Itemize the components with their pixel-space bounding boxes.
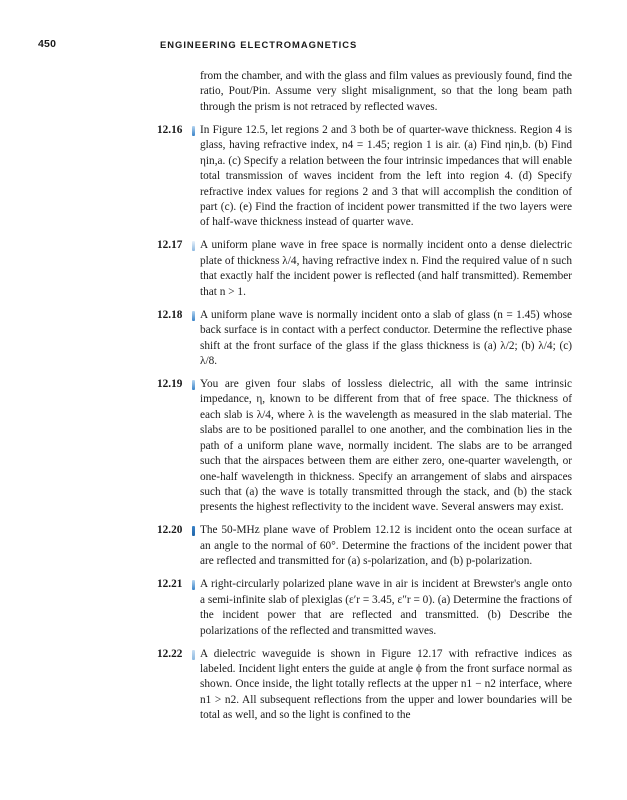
problem-text: You are given four slabs of lossless dielectric, all with the same intrinsic impedance, η, known to be different from that of free space. The thickness of each slab is λ/4, where λ is the wavelength as measured in the slab material. The slabs are to be positioned parallel to one another, and the combination lies in the path of a uniform plane wave, normally incident. The slabs are to be arranged such that the airspaces between them are either zero, one-quarter wavelength, or one-half wavelength in thickness. Specify an arrangement of slabs and airspaces such that (a) the wave is totally transmitted through the stack, and (b) the stack presents the highest reflectivity to the incident wave. Several answers may exist. [200, 378, 572, 514]
problem-number: 12.17 [157, 239, 183, 252]
problem-12-21 [157, 577, 572, 639]
problem-text: A right-circularly polarized plane wave in air is incident at Brewster's angle onto a semi-infinite slab of plexiglas (ε′r = 3.45, ε″r = 0). (a) Determine the fractions of the incident power that are reflected and transmitted. (b) Describe the polarizations of the reflected and transmitted waves. [200, 578, 572, 637]
difficulty-marker-icon [192, 241, 195, 251]
problem-12-19 [157, 377, 572, 516]
problem-12-20 [157, 523, 572, 569]
problem-12-16 [157, 123, 572, 231]
problem-text: A uniform plane wave in free space is normally incident onto a dense dielectric plate of thickness λ/4, having refractive index n. Find the required value of n such that exactly half the incident power is reflected (and half transmitted). Remember that n > 1. [200, 239, 572, 298]
problem-list [157, 69, 572, 724]
page-number: 450 [38, 38, 57, 50]
difficulty-marker-icon [192, 380, 195, 390]
page-header [38, 38, 627, 52]
problem-number: 12.19 [157, 378, 183, 391]
problem-12-18 [157, 308, 572, 370]
difficulty-marker-icon [192, 126, 195, 136]
difficulty-marker-icon [192, 650, 195, 660]
problem-text: A uniform plane wave is normally incident onto a slab of glass (n = 1.45) whose back surface is in contact with a perfect conductor. Determine the reflective phase shift at the front surface of the glass if the glass thickness is (a) λ/2; (b) λ/4; (c) λ/8. [200, 308, 572, 367]
problem-text: A dielectric waveguide is shown in Figure 12.17 with refractive indices as labeled. Incident light enters the guide at angle ϕ from the front surface normal as shown. Once inside, the light totally reflects at the upper n1 − n2 interface, where n1 > n2. All subsequent reflections from the upper and lower boundaries will be total as well, and so the light is confined to the [200, 647, 572, 722]
problem-number: 12.20 [157, 524, 183, 537]
problem-number: 12.21 [157, 578, 183, 591]
problem-number: 12.16 [157, 123, 183, 136]
continuation-text: from the chamber, and with the glass and film values as previously found, find the ratio, Pout/Pin. Assume very slight misalignment, so that the long beam path through the prism is not retraced by reflected waves. [200, 70, 572, 113]
problem-number: 12.18 [157, 308, 183, 321]
running-head: ENGINEERING ELECTROMAGNETICS [160, 39, 358, 50]
problem-12-22 [157, 647, 572, 724]
difficulty-marker-icon [192, 311, 195, 321]
problem-text: In Figure 12.5, let regions 2 and 3 both be of quarter-wave thickness. Region 4 is glass, having refractive index, n4 = 1.45; region 1 is air. (a) Find ηin,b. (b) Find ηin,a. (c) Specify a relation between the four intrinsic impedances that will enable total transmission of waves incident from the left into region 4. (d) Specify refractive index values for regions 2 and 3 that will accomplish the condition of part (c). (e) Find the fraction of incident power transmitted if the two layers were of half-wave thickness instead of quarter wave. [200, 123, 572, 229]
problem-number: 12.22 [157, 647, 183, 660]
difficulty-marker-icon [192, 580, 195, 590]
problem-text: The 50-MHz plane wave of Problem 12.12 is incident onto the ocean surface at an angle to the normal of 60°. Determine the fractions of the incident power that are reflected and transmitted for (a) s-polarization, and (b) p-polarization. [200, 524, 572, 568]
difficulty-marker-icon [192, 526, 195, 536]
problem-12-17 [157, 238, 572, 300]
